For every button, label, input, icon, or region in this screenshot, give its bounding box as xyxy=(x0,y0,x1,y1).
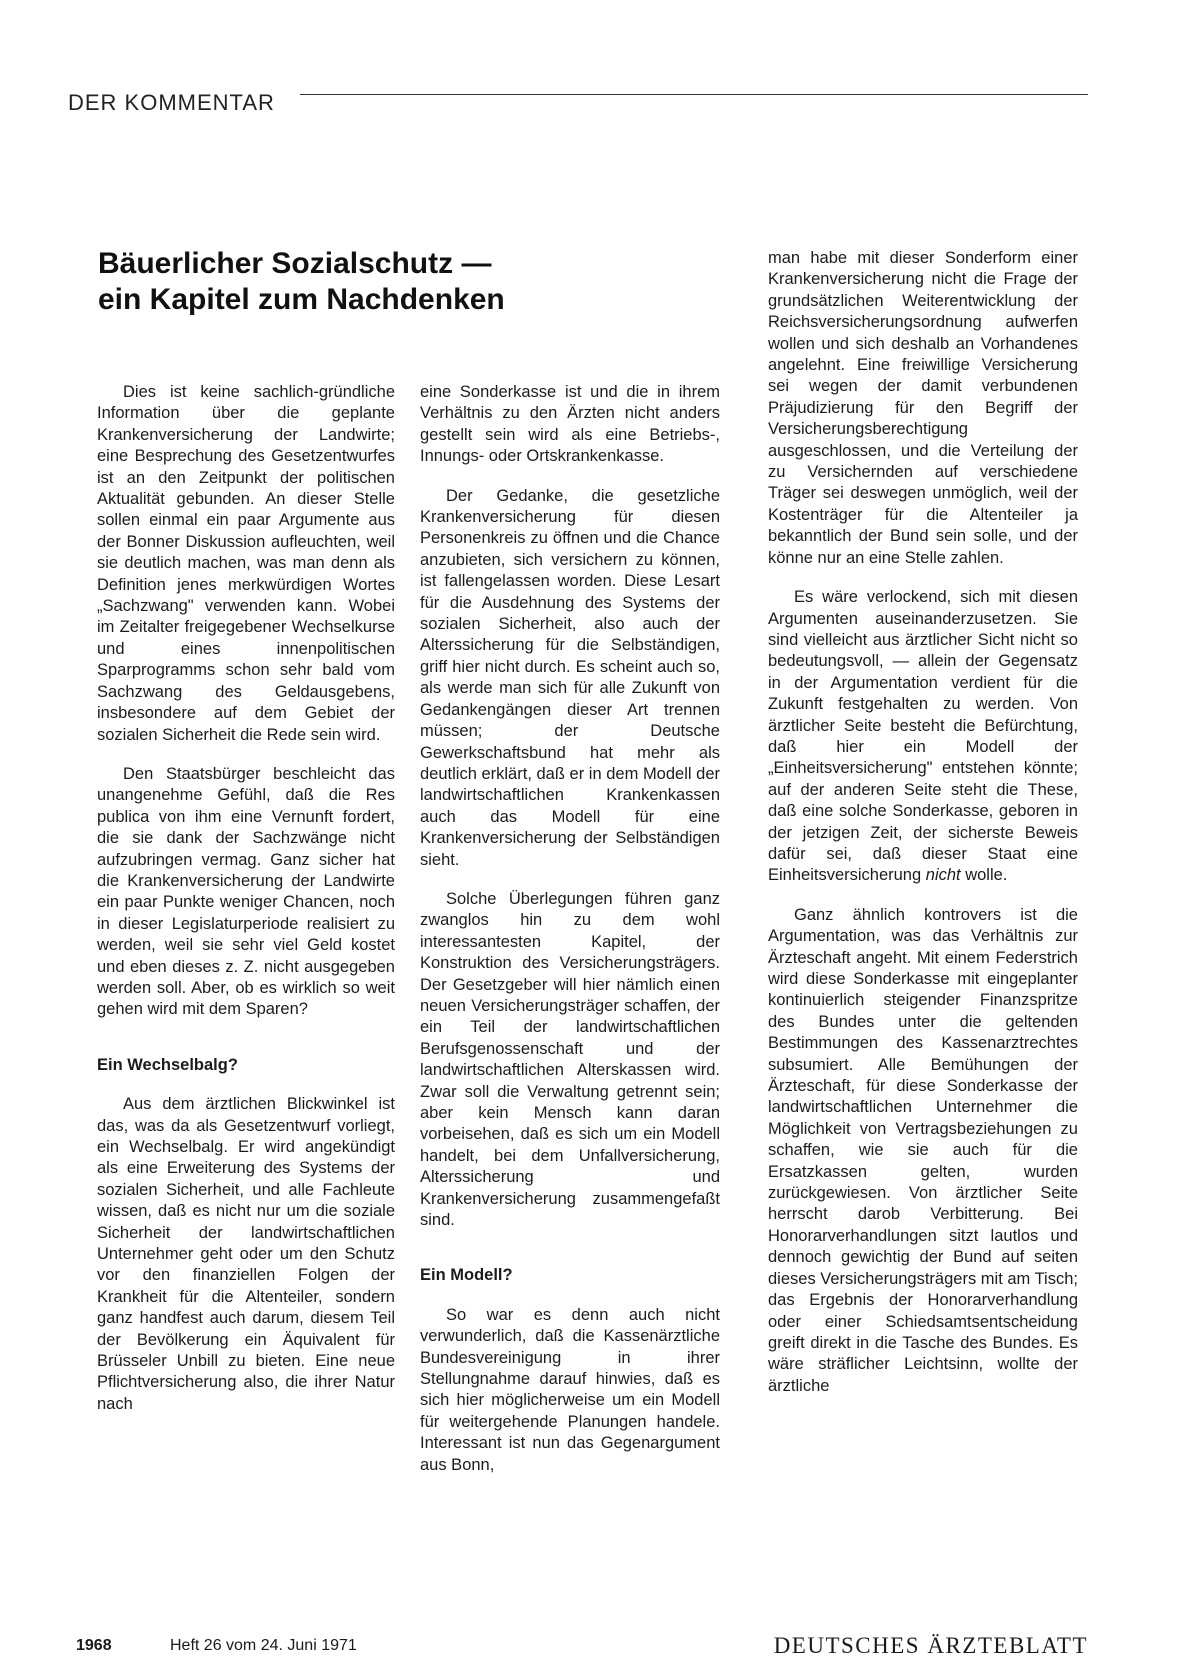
paragraph-text-end: wolle. xyxy=(960,866,1008,885)
page-footer xyxy=(68,1633,1088,1663)
paragraph: Aus dem ärztlichen Blickwinkel ist das, was da als Gesetzentwurf vorliegt, ein Wechselbalg. Er wird angekündigt als eine Erweiterung des Systems der sozialen Sicherheit, und alle Fachleute wissen, daß es nicht nur um die soziale Sicherheit der landwirtschaftlichen Unternehmer geht oder um den Schutz vor den finanziellen Folgen der Krankheit für die Altenteiler, sondern ganz handfest auch darum, diesem Teil der Bevölkerung ein Äquivalent für Brüsseler Unbill zu bieten. Eine neue Pflichtversicherung also, die ihrer Natur nach xyxy=(97,1095,395,1413)
paragraph-continued: man habe mit dieser Sonderform einer Krankenversicherung nicht die Frage der grundsätzlichen Weiterentwicklung der Reichsversicherungsordnung aufwerfen wollen und sich deshalb an Vorhandenes angelehnt. Eine freiwillige Versicherung sei wegen der damit verbundenen Präjudizierung für den Begriff der Versicherungsberechtigung ausgeschlossen, und die Verteilung der zu Versichernden auf verschiedene Träger sei deswegen unmöglich, weil der Kostenträger für die Altenteiler ja bekanntlich der Bund sein solle, und der könne nur an eine Stelle zahlen. xyxy=(768,249,1078,567)
paragraph xyxy=(768,587,1078,887)
text-column-1 xyxy=(97,382,395,1433)
subheading-modell: Ein Modell? xyxy=(420,1266,513,1285)
title-line-2: ein Kapitel zum Nachdenken xyxy=(98,283,505,316)
paragraph: Dies ist keine sachlich-gründliche Information über die geplante Krankenversicherung der Landwirte; eine Besprechung des Gesetzentwurfes ist an den Zeitpunkt der politischen Aktualität gebunden. An dieser Stelle sollen einmal ein paar Argumente aus der Bonner Diskussion aufleuchten, weil sie deutlich machen, was man denn als Definition jenes merkwürdigen Wortes „Sachzwang" verwenden kann. Wobei im Zeitalter freigegebener Wechselkurse und eines innenpolitischen Sparprogramms schon sehr bald vom Sachzwang des Geldausgebens, insbesondere auf dem Gebiet der sozialen Sicherheit die Rede sein wird. xyxy=(97,383,395,744)
issue-info: Heft 26 vom 24. Juni 1971 xyxy=(170,1637,357,1654)
title-line-1: Bäuerlicher Sozialschutz — xyxy=(98,247,492,280)
section-header xyxy=(68,88,1088,122)
section-label: DER KOMMENTAR xyxy=(68,90,275,115)
journal-name: DEUTSCHES ÄRZTEBLATT xyxy=(773,1633,1088,1658)
paragraph: Ganz ähnlich kontrovers ist die Argumentation, was das Verhältnis zur Ärzteschaft angeht. Mit einem Federstrich wird diese Sonderkasse mit eingeplanter kontinuierlich steigender Finanzspritze des Bundes unter die geltenden Bestimmungen des Kassenarztrechtes subsumiert. Alle Bemühungen der Ärzteschaft, für diese Sonderkasse der landwirtschaftlichen Unternehmer die Möglichkeit von Vertragsbeziehungen zu schaffen, wie sie auch für die Ersatzkassen gelten, wurden zurückgewiesen. Von ärztlicher Seite herrscht darob Verbitterung. Bei Honorarverhandlungen sitzt lautlos und dennoch gewichtig der Bund auf seiten dieses Versicherungsträgers mit am Tisch; das Ergebnis der Honorarverhandlung oder einer Schiedsamtsentscheidung greift direkt in die Tasche des Bundes. Es wäre sträflicher Leichtsinn, wollte der ärztliche xyxy=(768,905,1078,1395)
emphasis-text: nicht xyxy=(925,866,961,885)
article-title xyxy=(98,246,618,318)
paragraph-text: Es wäre verlockend, sich mit diesen Argumenten auseinanderzusetzen. Sie sind vielleicht aus ärztlicher Sicht nicht so bedeutungsvoll, — allein der Gegensatz in der Argumentation verdient für die Zukunft festgehalten zu werden. Von ärztlicher Seite besteht die Befürchtung, daß hier ein Modell der „Einheitsversicherung" entstehen könnte; auf der anderen Seite steht die These, daß eine solche Sonderkasse, geboren in der jetzigen Zeit, der sicherste Beweis dafür sei, daß dieser Staat eine Einheitsversicherung xyxy=(768,588,1078,885)
paragraph-continued: eine Sonderkasse ist und die in ihrem Verhältnis zu den Ärzten nicht anders gestellt sein wird als eine Betriebs-, Innungs- oder Ortskrankenkasse. xyxy=(420,383,720,466)
page-number: 1968 xyxy=(76,1637,112,1654)
paragraph: Den Staatsbürger beschleicht das unangenehme Gefühl, daß die Res publica von ihm eine Vernunft fordert, die sie dank der Sachzwänge nicht aufzubringen vermag. Ganz sicher hat die Krankenversicherung der Landwirte ein paar Punkte weniger Chancen, noch in dieser Legislaturperiode realisiert zu werden, weil sie sehr viel Geld kostet und eben dieses z. Z. nicht ausgegeben werden soll. Aber, ob es wirklich so weit gehen wird mit dem Sparen? xyxy=(97,764,395,1019)
paragraph: Solche Überlegungen führen ganz zwanglos hin zu dem wohl interessantesten Kapitel, der Konstruktion des Versicherungsträgers. Der Gesetzgeber will hier nämlich einen neuen Versicherungsträger schaffen, der ein Teil der landwirtschaftlichen Berufsgenossenschaft und der landwirtschaftlichen Alterskassen wird. Zwar soll die Verwaltung getrennt sein; aber kein Mensch kann daran vorbeisehen, daß es sich um ein Modell handelt, bei dem Unfallversicherung, Alterssicherung und Krankenversicherung zusammengefaßt sind. xyxy=(420,889,720,1230)
text-column-2 xyxy=(420,382,720,1494)
paragraph: So war es denn auch nicht verwunderlich, daß die Kassenärztliche Bundesvereinigung in ihrer Stellungnahme darauf hinwies, daß es sich hier möglicherweise um ein Modell für weitergehende Planungen handele. Interessant ist nun das Gegenargument aus Bonn, xyxy=(420,1305,720,1474)
section-rule xyxy=(300,94,1088,95)
text-column-3 xyxy=(768,248,1078,1415)
subheading-wechselbalg: Ein Wechselbalg? xyxy=(97,1055,238,1074)
paragraph: Der Gedanke, die gesetzliche Krankenversicherung für diesen Personenkreis zu öffnen und die Chance anzubieten, sich versichern zu können, ist fallengelassen worden. Diese Lesart für die Ausdehnung des Systems der sozialen Sicherheit, also auch der Alterssicherung für die Selbständigen, griff hier nicht durch. Es scheint auch so, als werde man sich für alle Zukunft von Gedankengängen dieser Art trennen müssen; der Deutsche Gewerkschaftsbund hat mehr als deutlich erklärt, daß er in dem Modell der landwirtschaftlichen Krankenkassen auch das Modell für eine Krankenversicherung der Selbständigen sieht. xyxy=(420,486,720,869)
